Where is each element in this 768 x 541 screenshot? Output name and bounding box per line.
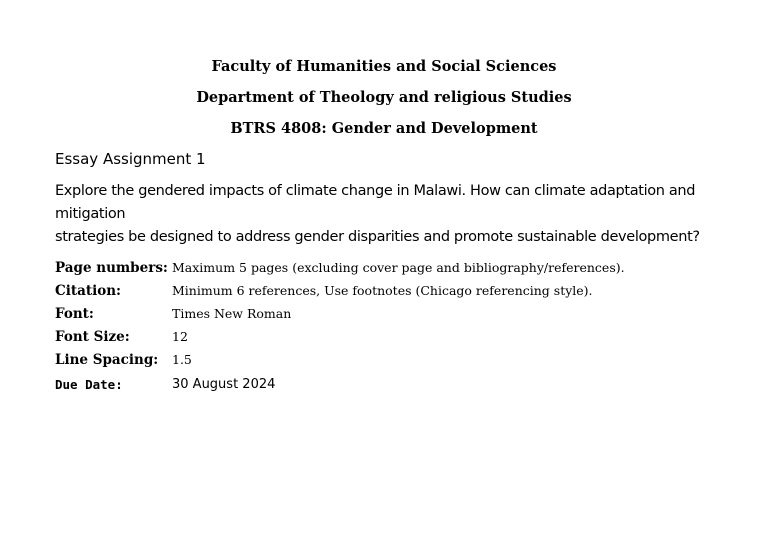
- requirement-label: Page numbers:: [55, 260, 168, 276]
- requirement-label: Due Date:: [55, 377, 123, 392]
- requirement-value: Maximum 5 pages (excluding cover page and bibliography/references).: [172, 260, 625, 275]
- requirement-value: Times New Roman: [172, 306, 292, 321]
- requirement-page-numbers: [55, 259, 745, 282]
- essay-question: [55, 180, 745, 249]
- requirement-due-date: [55, 376, 745, 399]
- requirement-value: 1.5: [172, 352, 192, 367]
- requirement-font-size: [55, 328, 745, 351]
- course-heading: BTRS 4808: Gender and Development: [230, 120, 538, 137]
- essay-title: Essay Assignment 1: [55, 150, 206, 168]
- essay-question-line: strategies be designed to address gender disparities and promote sustainable development?: [55, 229, 700, 245]
- requirement-label: Citation:: [55, 283, 122, 299]
- requirement-label: Line Spacing:: [55, 352, 159, 368]
- requirement-citation: [55, 282, 745, 305]
- requirement-line-spacing: [55, 351, 745, 374]
- requirements-list: [55, 259, 745, 399]
- faculty-heading: Faculty of Humanities and Social Sciences: [211, 58, 557, 75]
- department-heading: Department of Theology and religious Studies: [196, 89, 572, 106]
- essay-question-line: Explore the gendered impacts of climate change in Malawi. How can climate adaptation and mitigation: [55, 183, 696, 222]
- requirement-value: 12: [172, 329, 188, 344]
- requirement-label: Font:: [55, 306, 94, 322]
- requirement-font: [55, 305, 745, 328]
- requirement-label: Font Size:: [55, 329, 130, 345]
- requirement-value: 30 August 2024: [172, 377, 276, 392]
- requirement-value: Minimum 6 references, Use footnotes (Chicago referencing style).: [172, 283, 593, 298]
